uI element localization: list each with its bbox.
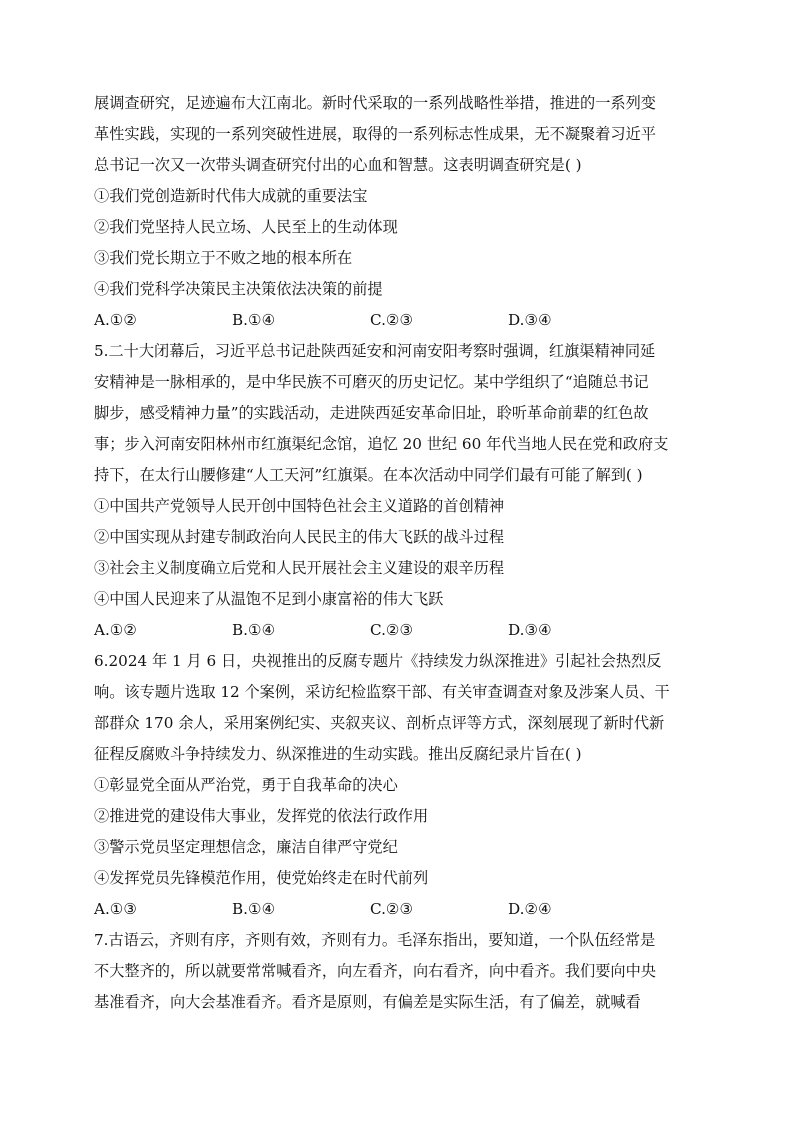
statement-item: ③我们党长期立于不败之地的根本所在 [94, 249, 353, 267]
option-a: A.①② [94, 621, 138, 639]
option-d: D.②④ [508, 900, 552, 918]
statement-item: ④我们党科学决策民主决策依法决策的前提 [94, 280, 383, 298]
option-a: A.①③ [94, 900, 138, 918]
question-text-line: 安精神是一脉相承的，是中华民族不可磨灭的历史记忆。某中学组织了“追随总书记 [94, 373, 649, 391]
option-c: C.②③ [370, 621, 414, 639]
statement-item: ③社会主义制度确立后党和人民开展社会主义建设的艰辛历程 [94, 559, 505, 577]
statement-item: ①彰显党全面从严治党，勇于自我革命的决心 [94, 776, 398, 794]
statement-item: ②推进党的建设伟大事业，发挥党的依法行政作用 [94, 807, 429, 825]
question-text-line: 征程反腐败斗争持续发力、纵深推进的生动实践。推出反腐纪录片旨在( ) [94, 745, 582, 763]
question-text-line: 脚步，感受精神力量”的实践活动，走进陕西延安革命旧址，聆听革命前辈的红色故 [94, 404, 649, 422]
question-text-line: 部群众 170 余人，采用案例纪实、夹叙夹议、剖析点评等方式，深刻展现了新时代新 [94, 714, 665, 732]
option-b: B.①④ [232, 311, 276, 329]
statement-item: ②我们党坚持人民立场、人民至上的生动体现 [94, 218, 398, 236]
answer-options [94, 615, 700, 646]
question-text-line: 响。该专题片选取 12 个案例，采访纪检监察干部、有关审查调查对象及涉案人员、干 [94, 683, 670, 701]
option-d: D.③④ [508, 311, 552, 329]
question-text-line: 总书记一次又一次带头调查研究付出的心血和智慧。这表明调查研究是( ) [94, 156, 582, 174]
answer-options [94, 305, 700, 336]
statement-item: ④发挥党员先锋模范作用，使党始终走在时代前列 [94, 869, 429, 887]
statement-item: ③警示党员坚定理想信念，廉洁自律严守党纪 [94, 838, 398, 856]
question-text-line: 6.2024 年 1 月 6 日，央视推出的反腐专题片《持续发力纵深推进》引起社会热烈反 [94, 652, 662, 670]
question-text-line: 展调查研究，足迹遍布大江南北。新时代采取的一系列战略性举措，推进的一系列变 [94, 94, 656, 112]
question-text-line: 5.二十大闭幕后，习近平总书记赴陕西延安和河南安阳考察时强调，红旗渠精神同延 [94, 342, 656, 360]
statement-item: ②中国实现从封建专制政治向人民民主的伟大飞跃的战斗过程 [94, 528, 505, 546]
option-a: A.①② [94, 311, 138, 329]
question-6 [94, 646, 700, 925]
statement-item: ④中国人民迎来了从温饱不足到小康富裕的伟大飞跃 [94, 590, 444, 608]
statement-item: ①中国共产党领导人民开创中国特色社会主义道路的首创精神 [94, 497, 505, 515]
question-text-line: 持下，在太行山腰修建“人工天河”红旗渠。在本次活动中同学们最有可能了解到( ) [94, 466, 643, 484]
option-d: D.③④ [508, 621, 552, 639]
question-7 [94, 925, 700, 1018]
question-text-line: 7.古语云，齐则有序，齐则有效，齐则有力。毛泽东指出，要知道，一个队伍经常是 [94, 931, 656, 949]
question-5 [94, 336, 700, 646]
option-c: C.②③ [370, 900, 414, 918]
option-b: B.①④ [232, 621, 276, 639]
question-text-line: 事；步入河南安阳林州市红旗渠纪念馆，追忆 20 世纪 60 年代当地人民在党和政府支 [94, 435, 669, 453]
statement-item: ①我们党创造新时代伟大成就的重要法宝 [94, 187, 368, 205]
option-c: C.②③ [370, 311, 414, 329]
document-page [94, 88, 700, 1018]
question-text-line: 基准看齐，向大会基准看齐。看齐是原则，有偏差是实际生活，有了偏差，就喊看 [94, 993, 641, 1011]
question-4-continued [94, 88, 700, 336]
option-b: B.①④ [232, 900, 276, 918]
question-text-line: 革性实践，实现的一系列突破性进展，取得的一系列标志性成果，无不凝聚着习近平 [94, 125, 656, 143]
answer-options [94, 894, 700, 925]
question-text-line: 不大整齐的，所以就要常常喊看齐，向左看齐，向右看齐，向中看齐。我们要向中央 [94, 962, 656, 980]
